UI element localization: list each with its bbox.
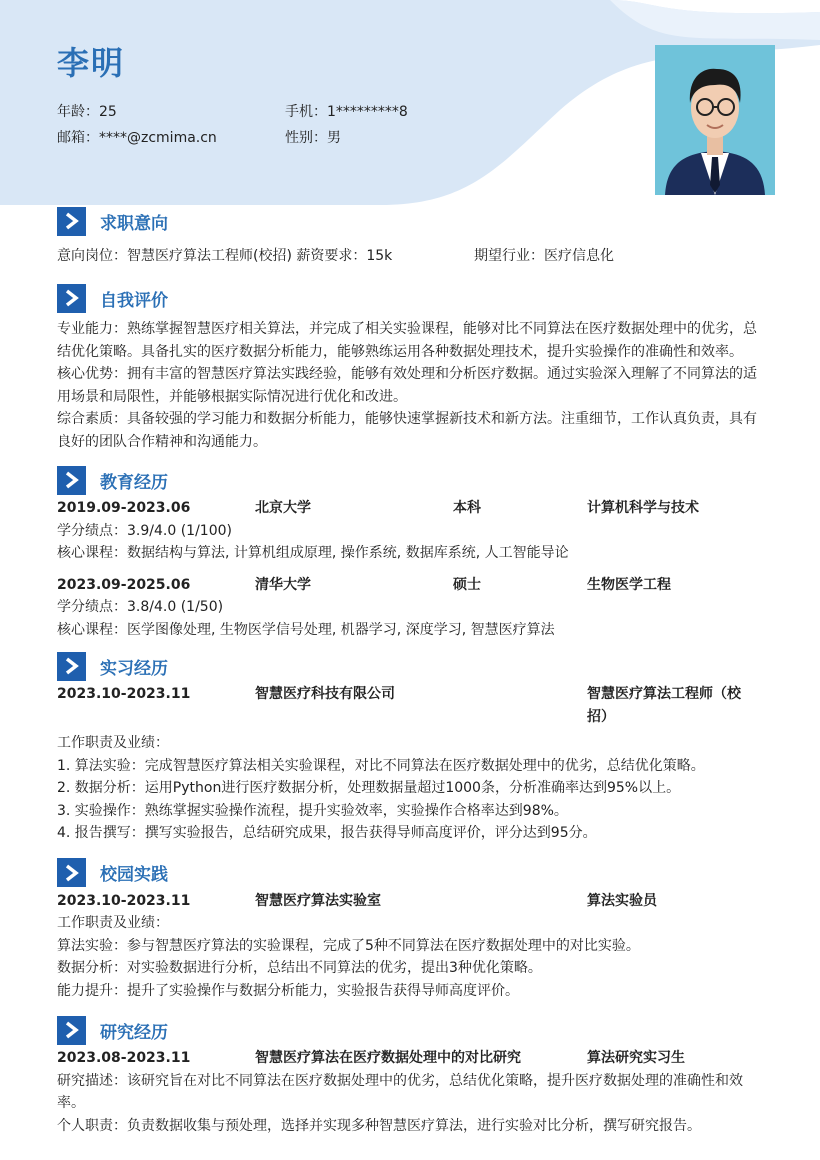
section-title: 实习经历 [100,658,168,679]
research-line: 研究描述：该研究旨在对比不同算法在医疗数据处理中的优劣，总结优化策略，提升医疗数据处理的准确性和效 [57,1072,743,1089]
self-eval-line: 用场景和局限性，并能够根据实际情况进行优化和改进。 [57,388,407,405]
education-degree: 本科 [453,500,481,516]
internship-role-line2: 招） [587,708,615,725]
education-row [57,574,769,597]
self-eval-line: 专业能力：熟练掌握智慧医疗相关算法，并完成了相关实验课程，能够对比不同算法在医疗数据处理中的优劣，总 [57,321,757,337]
self-eval-line: 综合素质：具备较强的学习能力和数据分析能力，能够快速掌握新技术和新方法。注重细节，工作认真负责，具有 [57,411,757,427]
education-courses: 核心课程：医学图像处理, 生物医学信号处理, 机器学习, 深度学习, 智慧医疗算法 [57,621,555,638]
chevron-right-icon [57,466,86,495]
education-school: 北京大学 [255,500,311,516]
self-eval-text [57,318,769,453]
education-entry [57,574,769,642]
resume-content [57,205,769,1137]
self-eval-line: 结优化策略。具备扎实的医疗数据分析能力，能够熟练运用各种数据处理技术，提升实验操作的准确性和效率。 [57,343,743,360]
internship-entry [57,683,769,845]
internship-item: 2. 数据分析：运用Python进行医疗数据分析，处理数据量超过1000条，分析准确率达到95%以上。 [57,780,681,796]
section-title: 校园实践 [100,865,168,885]
gender-info: 性别：男 [285,130,341,146]
self-eval-line: 良好的团队合作精神和沟通能力。 [57,433,267,450]
research-date: 2023.08-2023.11 [57,1050,191,1066]
section-campus-header [57,857,769,889]
internship-item: 4. 报告撰写：撰写实验报告，总结研究成果，报告获得导师高度评价，评分达到95分。 [57,825,597,841]
research-line: 率。 [57,1095,85,1111]
education-row [57,497,769,520]
chevron-right-icon [57,207,86,236]
candidate-name: 李明 [57,44,126,82]
section-internship-header [57,650,769,682]
research-line: 个人职责：负责数据收集与预处理，选择并实现多种智慧医疗算法，进行实验对比分析，撰写研究报告。 [57,1117,701,1134]
chevron-right-icon [57,284,86,313]
internship-role [587,683,752,728]
campus-item: 数据分析：对实验数据进行分析，总结出不同算法的优劣，提出3种优化策略。 [57,960,542,976]
intent-row [57,245,769,267]
internship-role-line1: 智慧医疗算法工程师（校 [587,686,741,702]
research-role: 算法研究实习生 [587,1050,685,1066]
education-entry [57,497,769,565]
internship-item: 1. 算法实验：完成智慧医疗算法相关实验课程，对比不同算法在医疗数据处理中的优劣，总结优化策略。 [57,757,705,774]
research-row [57,1047,769,1070]
intent-position: 意向岗位：智慧医疗算法工程师(校招) 薪资要求：15k [57,248,393,264]
education-degree: 硕士 [453,576,481,593]
education-gpa: 学分绩点：3.9/4.0 (1/100) [57,522,232,539]
education-date: 2023.09-2025.06 [57,576,191,593]
research-entry [57,1047,769,1137]
campus-role: 算法实验员 [587,892,657,909]
chevron-right-icon [57,858,86,887]
section-title: 教育经历 [100,472,168,493]
intent-industry: 期望行业：医疗信息化 [474,248,614,264]
section-intent-header [57,205,769,237]
internship-company: 智慧医疗科技有限公司 [255,686,395,702]
education-courses: 核心课程：数据结构与算法, 计算机组成原理, 操作系统, 数据库系统, 人工智能导论 [57,545,569,561]
internship-duty-label: 工作职责及业绩： [57,735,169,751]
chevron-right-icon [57,652,86,681]
campus-item: 算法实验：参与智慧医疗算法的实验课程，完成了5种不同算法在医疗数据处理中的对比实验。 [57,937,640,954]
education-date: 2019.09-2023.06 [57,500,191,516]
profile-photo [655,45,775,195]
campus-row [57,890,769,913]
section-title: 研究经历 [100,1022,168,1043]
research-project: 智慧医疗算法在医疗数据处理中的对比研究 [255,1050,521,1066]
internship-item: 3. 实验操作：熟练掌握实验操作流程，提升实验效率，实验操作合格率达到98%。 [57,802,568,819]
campus-item: 能力提升：提升了实验操作与数据分析能力，实验报告获得导师高度评价。 [57,982,519,999]
phone-info: 手机：1*********8 [285,104,408,120]
internship-row [57,683,769,728]
section-research-header [57,1014,769,1046]
section-title: 求职意向 [100,213,168,234]
section-education-header [57,464,769,496]
internship-date: 2023.10-2023.11 [57,686,191,702]
self-eval-line: 核心优势：拥有丰富的智慧医疗算法实践经验，能够有效处理和分析医疗数据。通过实验深入理解了不同算法的适 [57,366,757,382]
education-gpa: 学分绩点：3.8/4.0 (1/50) [57,599,224,615]
campus-duty-label: 工作职责及业绩： [57,915,169,931]
education-school: 清华大学 [255,576,311,593]
campus-entry [57,890,769,1003]
section-self-eval-header [57,282,769,314]
campus-org: 智慧医疗算法实验室 [255,892,381,909]
campus-date: 2023.10-2023.11 [57,892,191,909]
email-info: 邮箱：****@zcmima.cn [57,130,217,146]
chevron-right-icon [57,1016,86,1045]
section-title: 自我评价 [100,290,168,311]
age-info: 年龄：25 [57,104,117,120]
education-major: 生物医学工程 [587,576,671,593]
education-major: 计算机科学与技术 [587,500,699,516]
